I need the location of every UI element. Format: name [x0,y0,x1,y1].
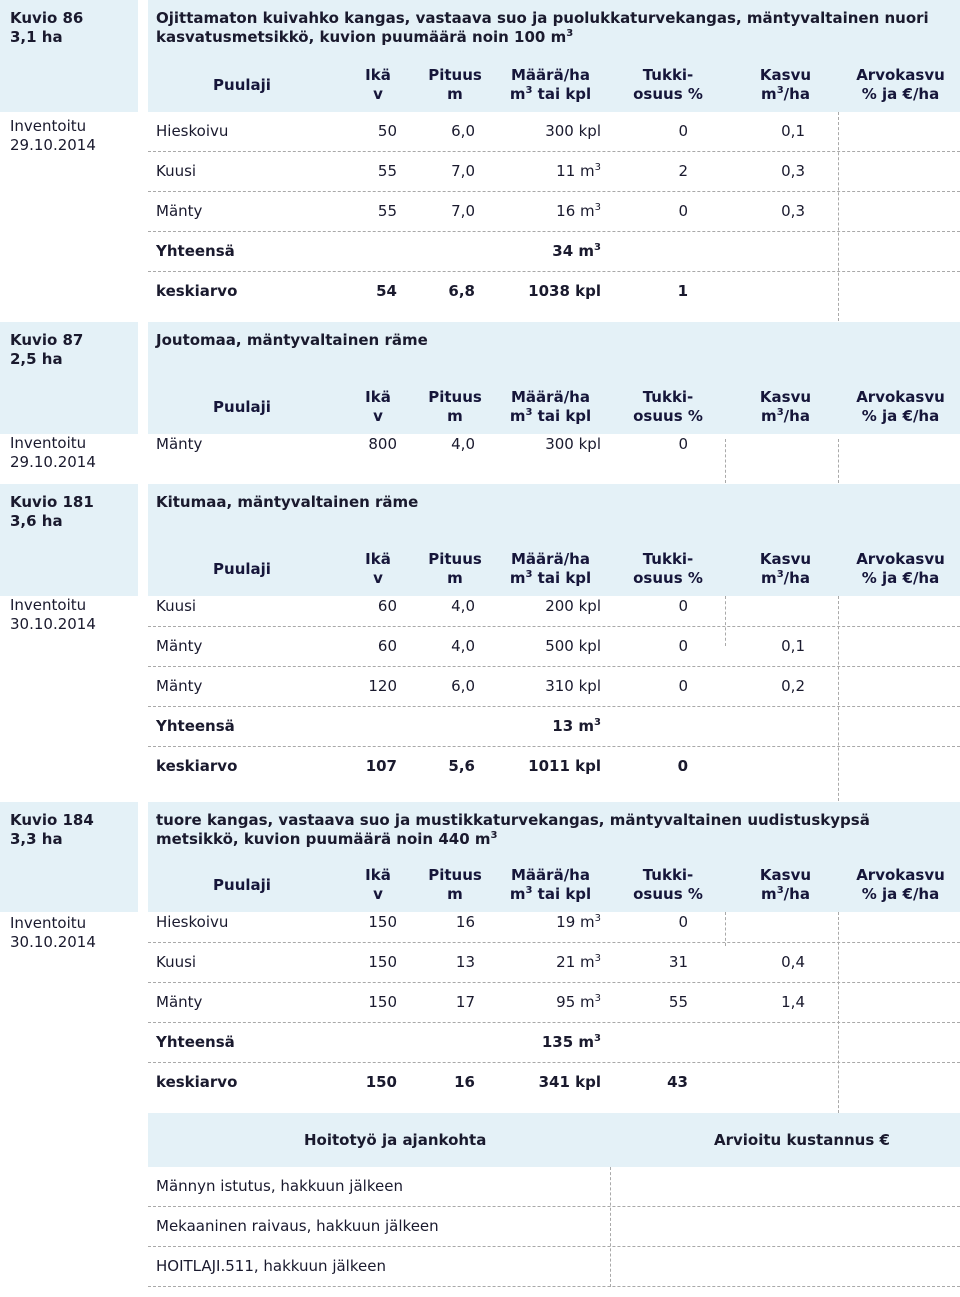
col-pituus: Pituus m [428,550,482,587]
inventory-label: Inventoitu [10,914,87,932]
col-ika: Ikä v [365,66,391,103]
work-item: Mekaaninen raivaus, hakkuun jälkeen [148,1207,960,1247]
col-kasvu: Kasvu $m^3/ha$ [759,550,812,587]
work-header [148,1113,960,1167]
kuvio-label-cell [0,802,138,912]
col-ika: Ikä v [365,866,391,903]
inventory-date: 30.10.2014 [10,615,96,633]
table-row: Mänty 55 7,0 16 $m^3$ 0 0,3 [148,192,960,232]
col-tukki: Tukki- osuus % [633,550,703,587]
tree-table [148,425,960,483]
inventory-cell [0,596,138,802]
col-puulaji: Puulaji [213,75,271,94]
col-maara: Määrä/ha $m^3$ tai kpl [509,66,592,103]
tree-table [148,112,960,326]
inventory-date: 29.10.2014 [10,453,96,471]
col-maara: Määrä/ha $m^3$ tai kpl [509,550,592,587]
kuvio-description: Ojittamaton kuivahko kangas, vastaava suo ja puolukkaturvekangas, mäntyvaltainen nuori kasvatusmetsikkö, kuvion puumäärä noin 100 $m^3$ [148,0,960,58]
col-ika: Ikä v [365,388,391,425]
inventory-cell [0,434,138,484]
kuvio-label-cell [0,484,138,596]
col-kasvu: Kasvu $m^3/ha$ [759,866,812,903]
kuvio-title: Kuvio 184 [10,811,94,829]
inventory-label: Inventoitu [10,596,87,614]
table-row: Mänty 120 6,0 310 kpl 0 0,2 [148,667,960,707]
average-row: keskiarvo 54 6,8 1038 kpl 1 [156,282,688,300]
kuvio-area: 3,1 ha [10,28,63,46]
col-arvokasvu: Arvokasvu % ja €/ha [856,866,945,903]
kuvio-area: 2,5 ha [10,350,63,368]
kuvio-description: Kitumaa, mäntyvaltainen räme [148,484,960,542]
table-row: Kuusi 55 7,0 11 $m^3$ 2 0,3 [148,152,960,192]
column-header [148,58,960,112]
inventory-date: 29.10.2014 [10,136,96,154]
kuvio-area: 3,3 ha [10,830,63,848]
kuvio-label-cell [0,322,138,434]
kuvio-area: 3,6 ha [10,512,63,530]
col-arvokasvu: Arvokasvu % ja €/ha [856,66,945,103]
col-arvokasvu: Arvokasvu % ja €/ha [856,388,945,425]
col-tukki: Tukki- osuus % [633,66,703,103]
kuvio-description: tuore kangas, vastaava suo ja mustikkaturvekangas, mäntyvaltainen uudistuskypsä metsikkö, kuvion puumäärä noin 440 $m^3$ [148,802,960,858]
work-header-cost: Arvioitu kustannus € [714,1131,890,1149]
average-row: keskiarvo 107 5,6 1011 kpl 0 [156,757,688,775]
col-puulaji: Puulaji [213,875,271,894]
col-ika: Ikä v [365,550,391,587]
work-item: Männyn istutus, hakkuun jälkeen [148,1167,960,1207]
col-pituus: Pituus m [428,66,482,103]
col-kasvu: Kasvu $m^3/ha$ [759,66,812,103]
col-maara: Määrä/ha $m^3$ tai kpl [509,388,592,425]
table-row: Kuusi 60 4,0 200 kpl 0 [148,587,960,627]
table-row: Kuusi 150 13 21 $m^3$ 31 0,4 [148,943,960,983]
tree-table [148,587,960,806]
total-row: Yhteensä 13 $m^3$ [148,707,960,747]
kuvio-description: Joutomaa, mäntyvaltainen räme [148,322,960,380]
work-table [148,1113,960,1287]
col-arvokasvu: Arvokasvu % ja €/ha [856,550,945,587]
col-tukki: Tukki- osuus % [633,866,703,903]
inventory-date: 30.10.2014 [10,933,96,951]
total-row: Yhteensä 135 $m^3$ [148,1023,960,1063]
kuvio-title: Kuvio 86 [10,9,84,27]
inventory-label: Inventoitu [10,117,87,135]
tree-table [148,903,960,1118]
table-row: Hieskoivu 150 16 19 $m^3$ 0 [148,903,960,943]
kuvio-title: Kuvio 181 [10,493,94,511]
col-kasvu: Kasvu $m^3/ha$ [759,388,812,425]
col-pituus: Pituus m [428,866,482,903]
table-row: Mänty 150 17 95 $m^3$ 55 1,4 [148,983,960,1023]
col-tukki: Tukki- osuus % [633,388,703,425]
work-header-task: Hoitotyö ja ajankohta [304,1131,487,1149]
work-item: HOITLAJI.511, hakkuun jälkeen [148,1247,960,1287]
table-row: Mänty 60 4,0 500 kpl 0 0,1 [148,627,960,667]
inventory-cell [0,912,138,1112]
kuvio-title: Kuvio 87 [10,331,84,349]
kuvio-label-cell [0,0,138,112]
table-row: Hieskoivu 50 6,0 300 kpl 0 0,1 [148,112,960,152]
inventory-label: Inventoitu [10,434,87,452]
total-row: Yhteensä 34 $m^3$ [148,232,960,272]
col-pituus: Pituus m [428,388,482,425]
col-maara: Määrä/ha $m^3$ tai kpl [509,866,592,903]
col-puulaji: Puulaji [213,559,271,578]
table-row: Mänty 800 4,0 300 kpl 0 [156,435,688,453]
col-puulaji: Puulaji [213,397,271,416]
average-row: keskiarvo 150 16 341 kpl 43 [148,1063,960,1118]
inventory-cell [0,112,138,322]
